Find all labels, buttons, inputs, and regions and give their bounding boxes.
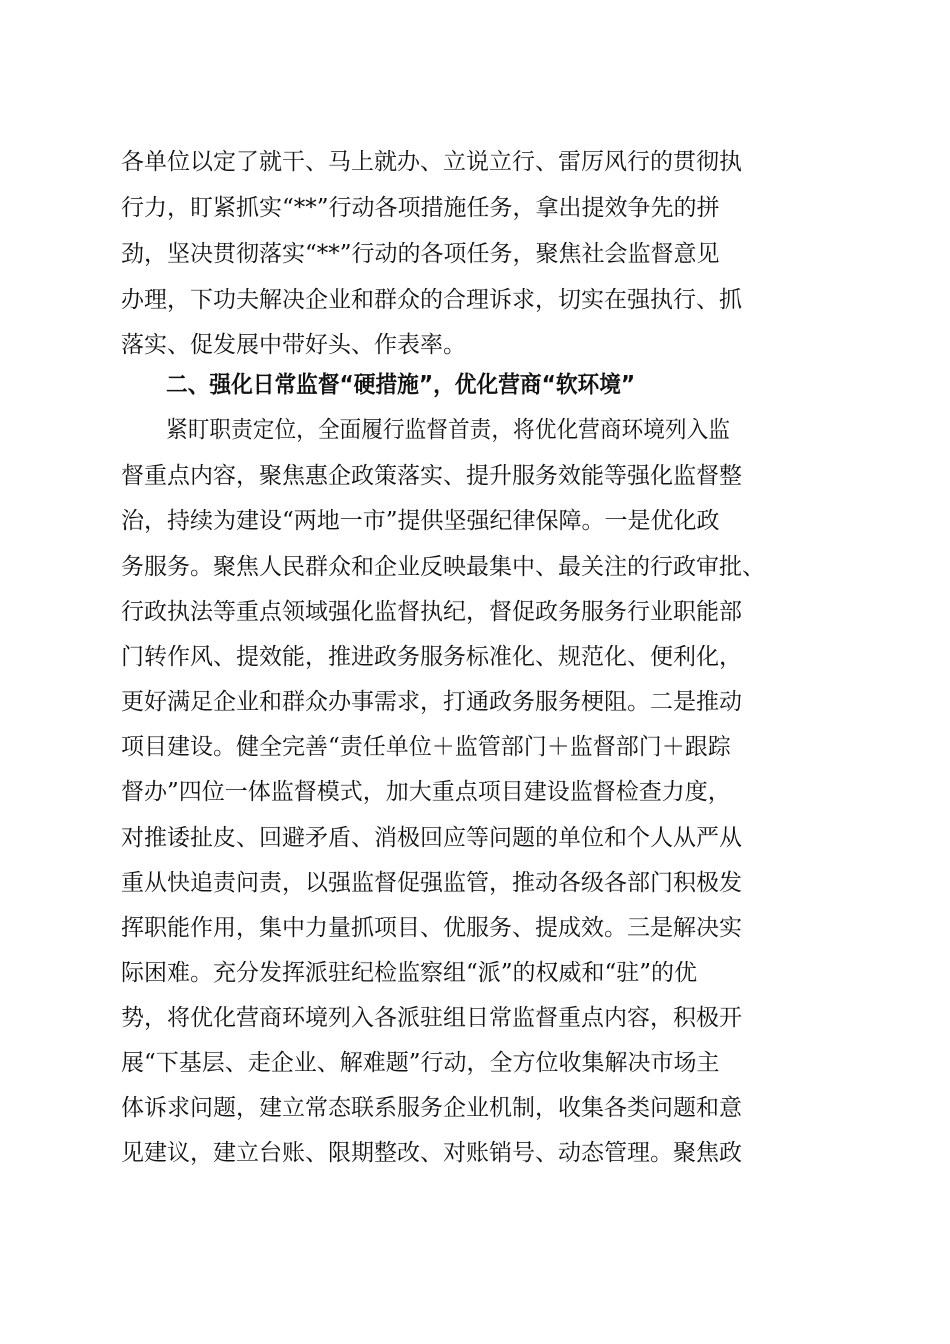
paragraph-line-12: 门转作风、提效能，推进政务服务标准化、规范化、便利化，: [121, 644, 742, 670]
paragraph-line-3: 劲，坚决贯彻落实“**”行动的各项任务，聚焦社会监督意见: [121, 241, 720, 267]
paragraph-line-10: 务服务。聚焦人民群众和企业反映最集中、最关注的行政审批、: [121, 554, 765, 580]
paragraph-line-22: 体诉求问题，建立常态联系服务企业机制，收集各类问题和意: [121, 1095, 742, 1121]
paragraph-line-5: 落实、促发展中带好头、作表率。: [121, 332, 466, 358]
paragraph-line-4: 办理，下功夫解决企业和群众的合理诉求，切实在强执行、抓: [121, 287, 742, 313]
paragraph-line-16: 对推诿扯皮、回避矛盾、消极回应等问题的单位和个人从严从: [121, 825, 742, 851]
paragraph-line-7: 紧盯职责定位，全面履行监督首责，将优化营商环境列入监: [166, 417, 730, 443]
paragraph-line-15: 督办”四位一体监督模式，加大重点项目建设监督检查力度，: [121, 779, 731, 805]
paragraph-line-23: 见建议，建立台账、限期整改、对账销号、动态管理。聚焦政: [121, 1140, 742, 1166]
section-heading: 二、强化日常监督“硬措施”，优化营商“软环境”: [166, 372, 636, 398]
paragraph-line-13: 更好满足企业和群众办事需求，打通政务服务梗阻。二是推动: [121, 689, 742, 715]
paragraph-line-9: 治，持续为建设“两地一市”提供坚强纪律保障。一是优化政: [121, 508, 720, 534]
paragraph-line-14: 项目建设。健全完善“责任单位＋监管部门＋监督部门＋跟踪: [121, 734, 731, 760]
paragraph-line-2: 行力，盯紧抓实“**”行动各项措施任务，拿出提效争先的拼: [121, 195, 720, 221]
paragraph-line-19: 际困难。充分发挥派驻纪检监察组“派”的权威和“驻”的优: [121, 960, 698, 986]
paragraph-line-20: 势，将优化营商环境列入各派驻组日常监督重点内容，积极开: [121, 1005, 742, 1031]
paragraph-line-18: 挥职能作用，集中力量抓项目、优服务、提成效。三是解决实: [121, 915, 742, 941]
paragraph-line-11: 行政执法等重点领域强化监督执纪，督促政务服务行业职能部: [121, 599, 742, 625]
paragraph-line-8: 督重点内容，聚焦惠企政策落实、提升服务效能等强化监督整: [121, 463, 742, 489]
paragraph-line-17: 重从快追责问责，以强监督促强监管，推动各级各部门积极发: [121, 870, 742, 896]
paragraph-line-1: 各单位以定了就干、马上就办、立说立行、雷厉风行的贯彻执: [121, 149, 742, 175]
paragraph-line-21: 展“下基层、走企业、解难题”行动，全方位收集解决市场主: [121, 1050, 720, 1076]
